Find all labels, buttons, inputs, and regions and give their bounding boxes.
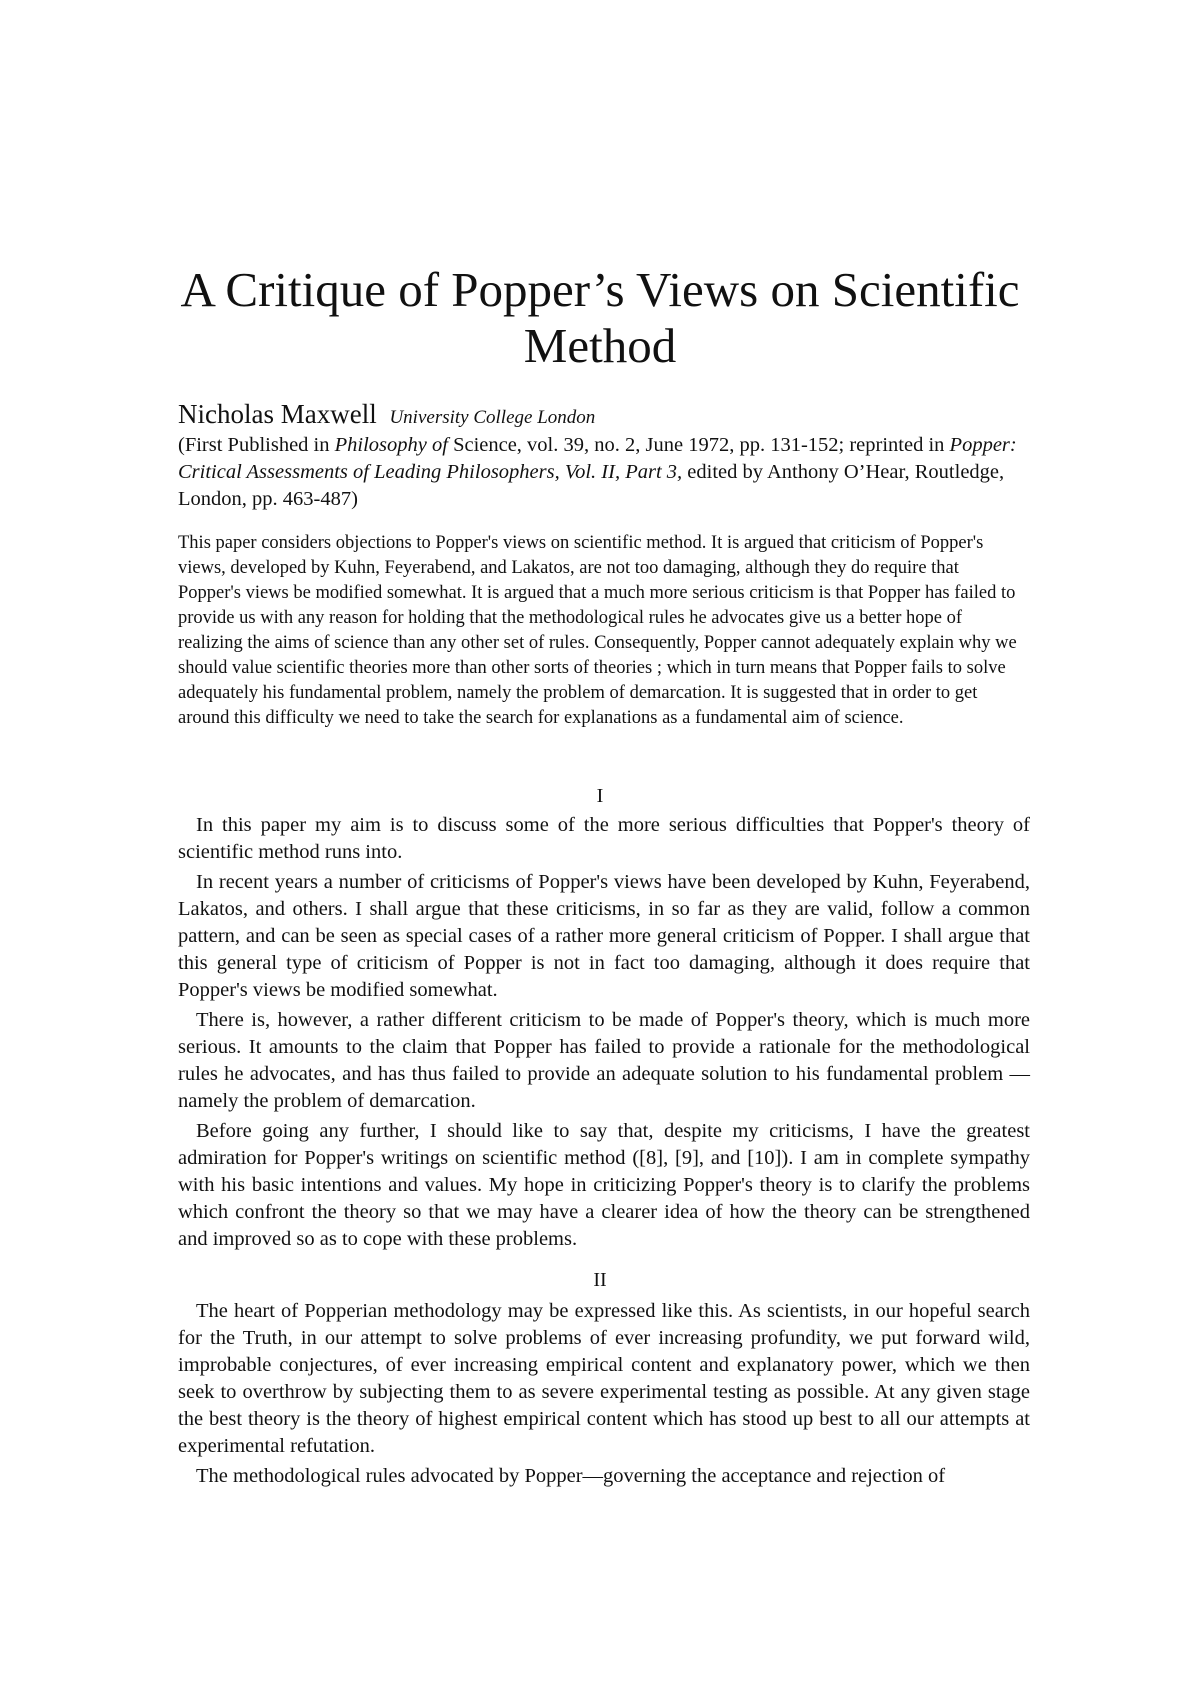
author-name: Nicholas Maxwell: [178, 399, 377, 429]
pubnote-part2: Science, vol. 39, no. 2, June 1972, pp. 131-152; reprinted in: [447, 434, 950, 456]
paper-title: A Critique of Popper’s Views on Scientific Method: [180, 262, 1020, 373]
pubnote-part1: (First Published in: [178, 434, 335, 456]
author-affiliation: University College London: [389, 407, 596, 428]
pubnote-part3: edited by Anthony O’Hear, Routledge, London, pp. 463-487): [178, 461, 1005, 510]
pubnote-journal: Philosophy of: [334, 434, 448, 456]
abstract: This paper considers objections to Popper's views on scientific method. It is argued that criticism of Popper's views, developed by Kuhn, Feyerabend, and Lakatos, are not too damaging, although they do require that Popper's views be modified somewhat. It is argued that a much more serious criticism is that Popper has failed to provide us with any reason for holding that the methodological rules he advocates give us a better hope of realizing the aims of science than any other set of rules. Consequently, Popper cannot adequately explain why we should value scientific theories more than other sorts of theories ; which in turn means that Popper fails to solve adequately his fundamental problem, namely the problem of demarcation. It is suggested that in order to get around this difficulty we need to take the search for explanations as a fundamental aim of science.: [178, 533, 1017, 728]
section-1-body: [178, 812, 1030, 1256]
section-heading-2: II: [593, 1269, 607, 1291]
author-line: [178, 398, 595, 434]
paragraph: The heart of Popperian methodology may be expressed like this. As scientists, in our hopeful search for the Truth, in our attempt to solve problems of ever increasing profundity, we put forward wild, improbable conjectures, of ever increasing empirical content and explanatory power, which we then seek to overthrow by subjecting them to as severe experimental testing as possible. At any given stage the best theory is the theory of highest empirical content which has stood up best to all our attempts at experimental refutation.: [178, 1300, 1030, 1457]
paragraph: There is, however, a rather different criticism to be made of Popper's theory, which is much more serious. It amounts to the claim that Popper has failed to provide a rationale for the methodological rules he advocates, and has thus failed to provide an adequate solution to his fundamental problem — namely the problem of demarcation.: [178, 1009, 1030, 1112]
paragraph: In recent years a number of criticisms of Popper's views have been developed by Kuhn, Feyerabend, Lakatos, and others. I shall argue that these criticisms, in so far as they are valid, follow a common pattern, and can be seen as special cases of a rather more general criticism of Popper. I shall argue that this general type of criticism of Popper is not in fact too damaging, although it does require that Popper's views be modified somewhat.: [178, 871, 1030, 1001]
paragraph: The methodological rules advocated by Popper—governing the acceptance and rejection of: [196, 1465, 946, 1487]
paragraph: In this paper my aim is to discuss some of the more serious difficulties that Popper's theory of scientific method runs into.: [178, 814, 1030, 863]
section-heading-1: I: [596, 785, 604, 807]
section-2-body: [178, 1298, 1030, 1493]
publication-note: [178, 432, 1028, 513]
pubnote-book: Popper: Critical Assessments of Leading Philosophers, Vol. II, Part 3,: [178, 434, 1017, 483]
paragraph: Before going any further, I should like to say that, despite my criticisms, I have the greatest admiration for Popper's writings on scientific method ([8], [9], and [10]). I am in complete sympathy with his basic intentions and values. My hope in criticizing Popper's theory is to clarify the problems which confront the theory so that we may have a clearer idea of how the theory can be strengthened and improved so as to cope with these problems.: [178, 1120, 1030, 1250]
